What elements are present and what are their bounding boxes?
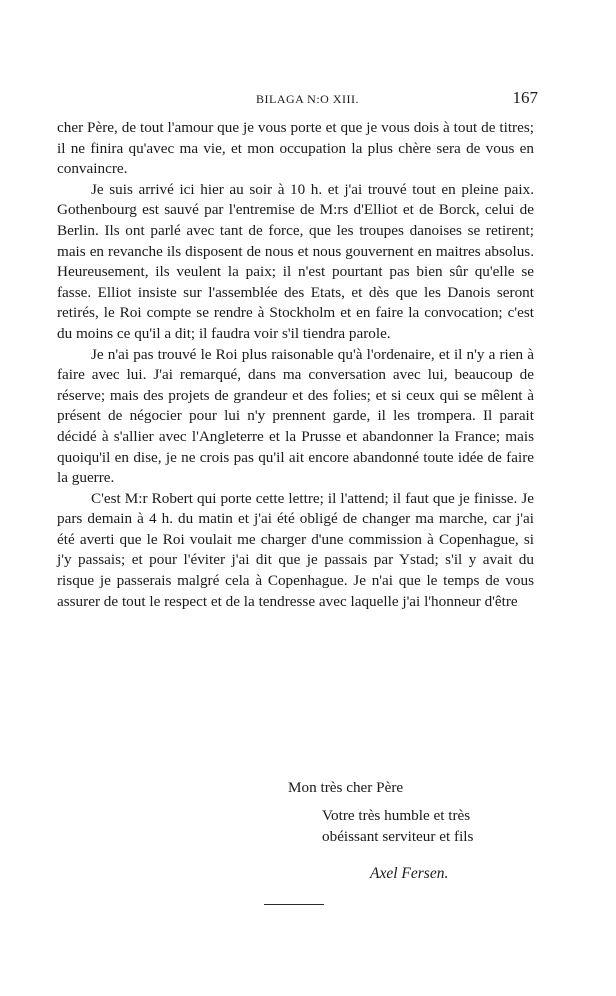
running-title: BILAGA N:O XIII.	[256, 92, 359, 106]
closing-line-2: obéissant serviteur et fils	[322, 828, 474, 845]
paragraph-4: C'est M:r Robert qui porte cette lettre; il l'attend; il faut que je finisse. Je pars demain à 4 h. du matin et j'ai été obligé de changer ma marche, car j'ai été averti que le Roi voulait me charger d'une commission à Copenhague, si j'y passais; et pour l'éviter j'ai dit que je passais par Ystad; s'il y avait du risque je passerais malgré cela à Copenhague. Je n'ai que le temps de vous assurer de tout le respect et de la tendresse avec laquelle j'ai l'honneur d'être	[57, 489, 534, 610]
paragraph-1: cher Père, de tout l'amour que je vous porte et que je vous dois à tout de titres; il ne finira qu'avec ma vie, et mon occupation la plus chère sera de vous en convaincre.	[57, 119, 534, 178]
letter-body	[57, 118, 534, 612]
closing-salutation: Mon très cher Père	[288, 779, 404, 796]
signature: Axel Fersen.	[370, 865, 449, 882]
paragraph-2: Je suis arrivé ici hier au soir à 10 h. et j'ai trouvé tout en pleine paix. Gothenbourg est sauvé par l'entremise de M:rs d'Elliot et de Borck, celui de Berlin. Ils ont parlé avec tant de force, que les troupes danoises se retirent; mais en revanche ils disposent de nous et nous gouvernent en maitres absolus. Heureusement, ils veulent la paix; il n'est pourtant pas bien sûr qu'elle se fasse. Elliot insiste sur l'assemblée des Etats, et dès que les Danois seront retirés, le Roi compte se rendre à Stockholm et en faire la convocation; c'est du moins ce qu'il a dit; il faudra voir s'il tiendra parole.	[57, 180, 534, 342]
closing-line-1: Votre très humble et très	[322, 807, 471, 824]
paragraph-3: Je n'ai pas trouvé le Roi plus raisonable qu'à l'ordenaire, et il n'y a rien à faire avec lui. J'ai remarqué, dans ma conversation avec lui, beaucoup de réserve; mais des projets de grandeur et des folies; et si ceux qui se mêlent à présent de négocier pour lui n'y prennent garde, il les trompera. Il parait décidé à s'allier avec l'Angleterre et la Prusse et abandonner la France; mais quoiqu'il en dise, je ne crois pas qu'il ait encore abandonné toute idée de faire la guerre.	[57, 345, 534, 487]
page-number: 167	[512, 88, 538, 107]
end-rule	[264, 904, 324, 905]
page-header	[60, 88, 560, 110]
